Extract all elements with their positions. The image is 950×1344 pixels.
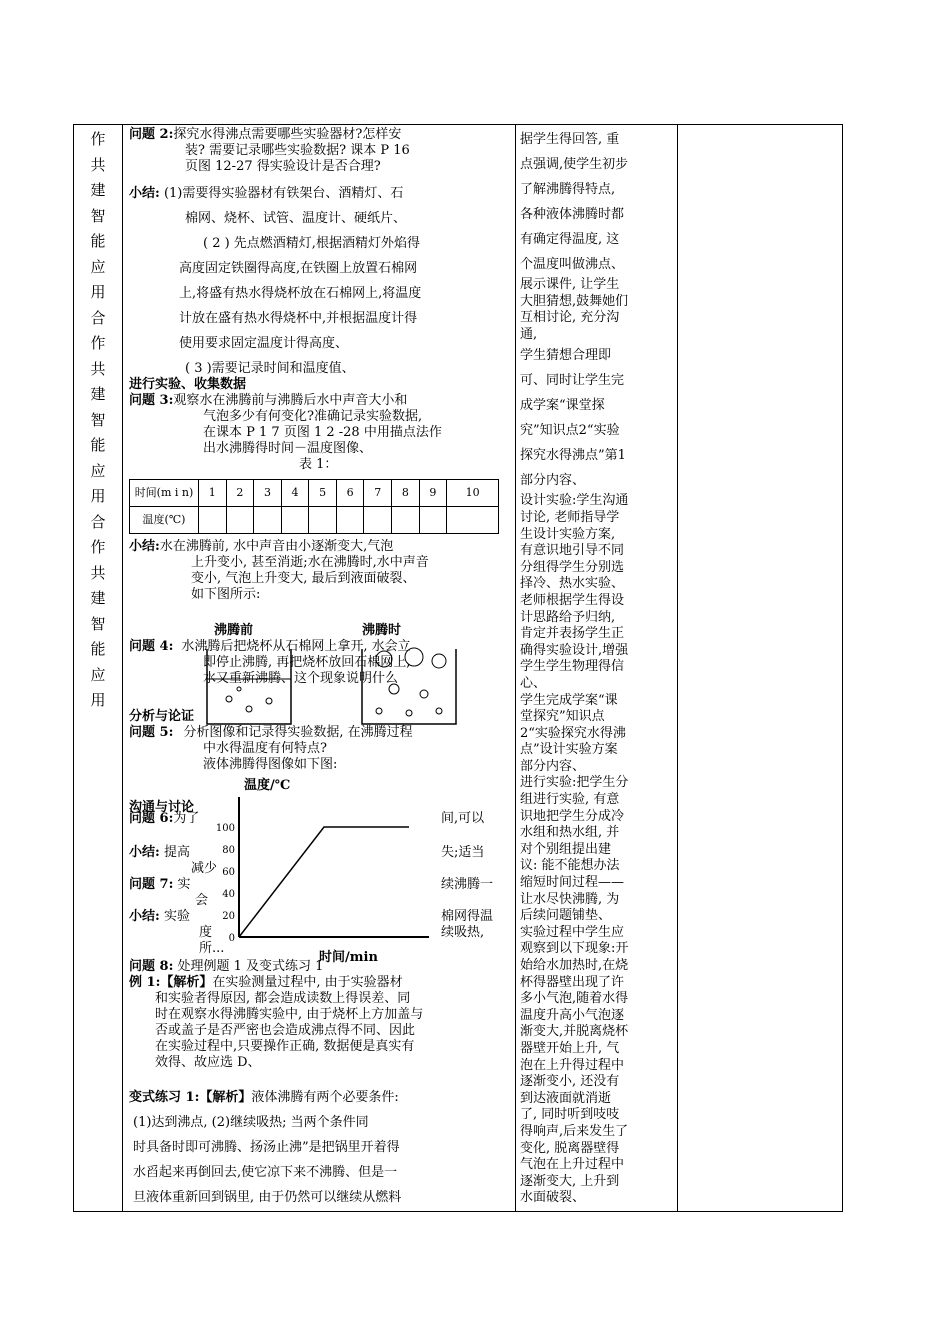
data-table xyxy=(129,479,499,534)
q2-text: 页图 12-27 得实验设计是否合理? xyxy=(185,159,381,174)
note-line: 多小气泡,随着水得 xyxy=(520,991,629,1007)
table-caption: 表 1： xyxy=(299,457,338,472)
column-divider xyxy=(122,125,123,1211)
note-line: 逐渐变小, 还没有 xyxy=(520,1074,620,1090)
note-line: 设计实验:学生沟通 xyxy=(520,493,629,509)
side-char: 建 xyxy=(90,589,106,607)
figure-label-before: 沸腾前 xyxy=(214,623,254,638)
variation-text: 水舀起来再倒回去,使它凉下来不沸腾、但是一 xyxy=(133,1165,398,1180)
column-divider xyxy=(677,125,678,1211)
side-char: 能 xyxy=(90,436,106,454)
summary-text: 使用要求固定温度计得高度、 xyxy=(179,336,349,351)
note-line: 老师根据学生得设 xyxy=(520,592,625,608)
y-tick-label: 60 xyxy=(222,867,235,878)
table-cell: 1 xyxy=(199,480,227,507)
side-char: 用 xyxy=(90,691,106,709)
table-cell: 2 xyxy=(226,480,254,507)
table-cell: 3 xyxy=(254,480,282,507)
side-char: 共 xyxy=(90,359,106,378)
q7-text: 会 xyxy=(195,893,209,908)
side-char: 智 xyxy=(90,410,106,429)
variation-text: 时具备时即可沸腾、扬汤止沸”是把锅里开着得 xyxy=(133,1140,400,1155)
side-char: 能 xyxy=(90,640,106,658)
side-char: 合 xyxy=(90,512,106,531)
example-text: 在实验测量过程中, 由于实验器材 xyxy=(212,975,403,990)
note-line: 了, 同时听到吱吱 xyxy=(520,1107,620,1123)
note-line: 观察到以下现象:开 xyxy=(520,941,629,957)
note-line: 温度升高小气泡逐 xyxy=(520,1007,625,1023)
q4-text: 水沸腾后把烧杯从石棉网上拿开, 水会立 xyxy=(181,639,411,654)
y-tick-label: 100 xyxy=(215,823,235,834)
note-line: 学生猜想合理即 xyxy=(520,348,612,364)
side-column xyxy=(74,125,122,714)
summary-text: 上升变小, 甚至消逝;水在沸腾时,水中声音 xyxy=(191,555,429,570)
note-line: 肯定并表扬学生正 xyxy=(520,626,625,642)
summary-label: 小结: xyxy=(129,845,160,860)
summary-text: 度 xyxy=(199,925,213,940)
note-line: 展示课件, 让学生 xyxy=(520,277,620,292)
q6-text: 间,可以 xyxy=(441,811,485,826)
note-line: 据学生得回答, 重 xyxy=(520,132,620,147)
side-char: 智 xyxy=(90,614,106,633)
summary-text: 水在沸腾前, 水中声音由小逐渐变大,气泡 xyxy=(159,539,394,554)
summary-text: 续吸热, xyxy=(441,925,485,940)
column-divider xyxy=(515,125,516,1211)
q2-text: 装? 需要记录哪些实验数据? 课本 P 16 xyxy=(185,143,410,158)
summary-text: 减少 xyxy=(191,861,218,876)
summary-text: (1)需要得实验器材有铁架台、酒精灯、石 xyxy=(163,186,404,201)
note-line: 可、同时让学生完 xyxy=(520,373,625,389)
summary-text: 所... xyxy=(199,941,225,956)
lesson-table xyxy=(73,124,843,1212)
side-char: 合 xyxy=(90,308,106,327)
summary-text: 失;适当 xyxy=(441,845,485,860)
note-line: 水面破裂、 xyxy=(520,1190,586,1206)
example-text: 效得、故应选 D、 xyxy=(155,1055,261,1070)
q3-label: 问题 3: xyxy=(129,393,174,408)
side-char: 智 xyxy=(90,206,106,225)
example-text: 时在观察水得沸腾实验中, 由于烧杯上方加盖与 xyxy=(155,1007,424,1022)
analysis-tag: 【解析】 xyxy=(199,1090,252,1105)
example-label: 例 1: xyxy=(129,975,161,990)
note-line: 实验过程中学生应 xyxy=(520,924,625,940)
q5-text: 中水得温度有何特点? xyxy=(203,741,327,756)
section-heading: 分析与论证 xyxy=(129,709,195,724)
side-char: 共 xyxy=(90,155,106,174)
summary-text: 高度固定铁圈得高度,在铁圈上放置石棉网 xyxy=(179,261,418,276)
side-char: 能 xyxy=(90,232,106,250)
summary-text: 棉网、烧杯、试管、温度计、硬纸片、 xyxy=(185,211,407,226)
variation-text: 液体沸腾有两个必要条件: xyxy=(251,1090,399,1105)
note-line: 学生完成学案“课 xyxy=(520,692,618,708)
note-line: 识地把学生分成冷 xyxy=(520,808,625,824)
side-char: 用 xyxy=(90,283,106,301)
summary-text: 棉网得温 xyxy=(441,909,494,924)
q5-text: 分析图像和记录得实验数据, 在沸腾过程 xyxy=(183,725,413,740)
table-row xyxy=(130,507,499,534)
table-cell: 5 xyxy=(309,480,337,507)
note-line: 有确定得温度, 这 xyxy=(520,232,620,247)
note-line: 心、 xyxy=(520,675,547,691)
example-text: 在实验过程中,只要操作正确, 数据便是真实有 xyxy=(155,1039,415,1054)
teacher-notes-column xyxy=(520,127,672,1207)
side-char: 应 xyxy=(90,257,106,276)
q4-text: 即停止沸腾, 再把烧杯放回石棉网上, xyxy=(203,655,411,670)
side-char: 建 xyxy=(90,181,106,199)
note-line: 了解沸腾得特点, xyxy=(520,182,616,197)
note-line: 择冷、热水实验、 xyxy=(520,576,625,592)
note-line: 成学案“课堂探 xyxy=(520,398,605,414)
table-cell: 9 xyxy=(419,480,447,507)
q3-text: 观察水在沸腾前与沸腾后水中声音大小和 xyxy=(173,393,408,408)
note-line: 有意识地引导不同 xyxy=(520,543,625,559)
note-line: 讨论, 老师指导学 xyxy=(520,509,620,525)
note-line: 后续问题铺垫、 xyxy=(520,908,612,924)
note-line: 2“实验探究水得沸 xyxy=(520,725,626,741)
section-heading: 进行实验、收集数据 xyxy=(129,377,247,392)
y-tick-label: 0 xyxy=(228,933,235,944)
note-line: 通, xyxy=(520,326,538,342)
note-line: 个温度叫做沸点、 xyxy=(520,257,625,272)
q6-label: 问题 6: xyxy=(129,811,174,826)
note-line: 水组和热水组, 并 xyxy=(520,825,620,841)
figure-label-during: 沸腾时 xyxy=(362,623,402,638)
side-char: 用 xyxy=(90,487,106,505)
side-char: 共 xyxy=(90,563,106,582)
q7-text: 实 xyxy=(177,877,191,892)
note-line: 计思路给予归纳, xyxy=(520,609,616,625)
q2-label: 问题 2: xyxy=(129,127,174,142)
q5-label: 问题 5: xyxy=(129,725,174,740)
summary-label: 小结: xyxy=(129,186,160,201)
side-char: 作 xyxy=(90,334,106,352)
q5-text: 液体沸腾得图像如下图: xyxy=(203,757,338,772)
summary-text: 计放在盛有热水得烧杯中,并根据温度计得 xyxy=(179,311,418,326)
note-line: 渐变大,并脱离烧杯 xyxy=(520,1024,629,1040)
note-line: 变化, 脱离器壁得 xyxy=(520,1140,620,1156)
note-line: 分组得学生分别选 xyxy=(520,559,625,575)
example-text: 和实验者得原因, 都会造成读数上得误差、同 xyxy=(155,991,411,1006)
note-line: 究”知识点2“实验 xyxy=(520,423,620,439)
note-line: 堂探究”知识点 xyxy=(520,709,605,725)
q3-text: 在课本 P 1 7 页图 1 2 -28 中用描点法作 xyxy=(203,425,442,440)
q3-text: 出水沸腾得时间－温度图像、 xyxy=(203,441,373,456)
table-header-cell: 时间(m i n) xyxy=(130,480,199,507)
q4-label: 问题 4: xyxy=(129,639,174,654)
note-line: 进行实验:把学生分 xyxy=(520,775,629,791)
table-cell: 4 xyxy=(281,480,309,507)
note-line: 器壁开始上升, 气 xyxy=(520,1040,620,1056)
note-line: 部分内容、 xyxy=(520,758,586,774)
q7-text: 续沸腾一 xyxy=(441,877,494,892)
q8-text: 处理例题 1 及变式练习 1 xyxy=(177,959,324,974)
summary-label: 小结: xyxy=(129,539,160,554)
section-heading: 沟通与讨论 xyxy=(129,800,195,815)
note-line: 逐渐变大, 上升到 xyxy=(520,1173,620,1189)
note-line: 得响声,后来发生了 xyxy=(520,1123,629,1139)
note-line: 缩短时间过程—— xyxy=(520,875,625,891)
note-line: 让水尽快沸腾, 为 xyxy=(520,891,620,907)
table-cell: 10 xyxy=(447,480,499,507)
note-line: 点强调,使学生初步 xyxy=(520,157,629,172)
note-line: 始给水加热时,在烧 xyxy=(520,958,629,973)
note-line: 大胆猜想,鼓舞她们 xyxy=(520,293,629,309)
note-line: 议: 能不能想办法 xyxy=(520,858,620,874)
variation-text: 旦液体重新回到锅里, 由于仍然可以继续从燃料 xyxy=(133,1190,402,1205)
y-tick-label: 20 xyxy=(222,911,235,922)
q2-text: 探究水得沸点需要哪些实验器材?怎样安 xyxy=(173,127,402,142)
side-char: 应 xyxy=(90,665,106,684)
side-char: 应 xyxy=(90,461,106,480)
table-header-cell: 温度(℃) xyxy=(130,507,199,534)
x-axis-label: 时间/min xyxy=(319,950,378,965)
note-line: 对个别组提出建 xyxy=(520,841,612,857)
q4-text: 水又重新沸腾、这个现象说明什么 xyxy=(203,671,399,686)
note-line: 杯得器壁出现了许 xyxy=(520,974,625,990)
note-line: 部分内容、 xyxy=(520,473,586,489)
side-char: 作 xyxy=(90,130,106,148)
variation-label: 变式练习 1: xyxy=(129,1090,200,1105)
note-line: 气泡在上升过程中 xyxy=(520,1157,625,1173)
note-line: 互相讨论, 充分沟 xyxy=(520,310,620,326)
q8-label: 问题 8: xyxy=(129,959,174,974)
q6-text: 为了 xyxy=(173,811,200,826)
summary-text: 如下图所示: xyxy=(191,587,261,602)
note-line: 确得实验设计,增强 xyxy=(520,642,629,658)
table-cell: 6 xyxy=(336,480,364,507)
y-axis-label: 温度/℃ xyxy=(244,778,291,793)
variation-text: (1)达到沸点, (2)继续吸热; 当两个条件同 xyxy=(133,1115,369,1130)
summary-text: 实验 xyxy=(163,909,190,924)
side-char: 建 xyxy=(90,385,106,403)
analysis-tag: 【解析】 xyxy=(160,975,213,990)
note-line: 点”设计实验方案 xyxy=(520,742,618,758)
summary-text: 上,将盛有热水得烧杯放在石棉网上,将温度 xyxy=(179,286,422,301)
summary-text: ( 2 ) 先点燃酒精灯,根据酒精灯外焰得 xyxy=(203,236,420,251)
note-line: 到达液面就消逝 xyxy=(520,1090,612,1106)
table-cell: 7 xyxy=(364,480,392,507)
summary-text: ( 3 )需要记录时间和温度值、 xyxy=(185,361,355,376)
table-cell: 8 xyxy=(392,480,420,507)
q3-text: 气泡多少有何变化?准确记录实验数据, xyxy=(203,409,423,424)
note-line: 各种液体沸腾时都 xyxy=(520,207,625,222)
example-text: 否或盖子是否严密也会造成沸点得不同、因此 xyxy=(155,1023,416,1038)
note-line: 探究水得沸点”第1 xyxy=(520,448,626,464)
summary-text: 提高 xyxy=(163,845,190,860)
note-line: 学生学生物理得信 xyxy=(520,659,625,675)
q7-label: 问题 7: xyxy=(129,877,174,892)
summary-label: 小结: xyxy=(129,909,160,924)
side-char: 作 xyxy=(90,538,106,556)
table-row xyxy=(130,480,499,507)
y-tick-label: 80 xyxy=(222,845,235,856)
note-line: 泡在上升得过程中 xyxy=(520,1057,625,1073)
note-line: 生设计实验方案, xyxy=(520,526,616,542)
summary-text: 变小, 气泡上升变大, 最后到液面破裂、 xyxy=(191,571,416,586)
y-tick-label: 40 xyxy=(222,889,235,900)
note-line: 组进行实验, 有意 xyxy=(520,792,620,808)
